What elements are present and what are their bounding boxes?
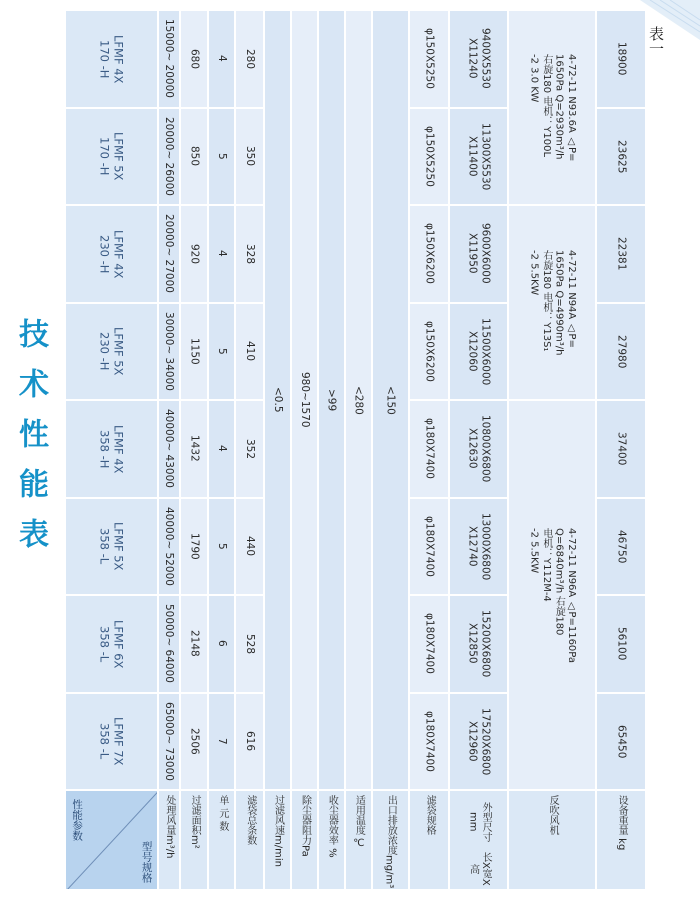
value-cell bbox=[235, 693, 264, 791]
value-text: 7 bbox=[216, 737, 229, 745]
merged-cell bbox=[264, 10, 291, 790]
value-cell bbox=[208, 498, 235, 596]
value-cell bbox=[180, 205, 209, 303]
model-name: LFMF 5X bbox=[111, 327, 126, 376]
dim-line-1: 15200X6800 bbox=[479, 610, 492, 678]
dim-line-2: X12960 bbox=[466, 720, 479, 762]
value-cell bbox=[180, 10, 209, 108]
dim-line-2: X11400 bbox=[466, 135, 479, 177]
row-label bbox=[508, 790, 596, 890]
value-cell bbox=[180, 400, 209, 498]
value-text: 37400 bbox=[615, 432, 628, 466]
row-label bbox=[158, 790, 180, 890]
row-label-text: 过滤风速m/min bbox=[272, 795, 284, 867]
dim-line-2: X12060 bbox=[466, 330, 479, 372]
model-variant: 358 -L bbox=[97, 723, 112, 760]
value-cell bbox=[235, 108, 264, 206]
fan-spec: 4-72-11 N93.6A △P= 1650Pa Q=2930m³/h 右旋180 电机：Y100L -2 3.0 KW bbox=[528, 53, 577, 162]
model-name: LFMF 4X bbox=[111, 34, 126, 83]
value-text: 920 bbox=[188, 243, 201, 264]
value-text: φ150X5250 bbox=[423, 125, 436, 187]
table-tag: 表一 bbox=[647, 26, 665, 56]
value-text bbox=[465, 415, 491, 482]
value-cell bbox=[208, 10, 235, 108]
value-text: 1150 bbox=[188, 337, 201, 365]
row-label-text: 处理风量m³/h bbox=[163, 795, 175, 859]
value-cell bbox=[409, 205, 449, 303]
page-title: 技术性能表 bbox=[13, 318, 48, 568]
model-name: LFMF 5X bbox=[111, 132, 126, 181]
value-cell bbox=[235, 400, 264, 498]
value-cell bbox=[235, 498, 264, 596]
row-label-text: 出口排放浓度 bbox=[385, 795, 397, 855]
model-header bbox=[65, 693, 158, 791]
model-variant: 358 -L bbox=[97, 625, 112, 662]
value-text: 40000~ 43000 bbox=[163, 409, 176, 489]
fan-spec: 4-72-11 N94A △P= 1650Pa Q=4990m³/h 右旋180 电机：Y13S₁ -2 5.5KW bbox=[528, 249, 577, 356]
dim-line-2: X11950 bbox=[466, 233, 479, 275]
value-cell bbox=[449, 595, 508, 693]
value-text: 410 bbox=[244, 341, 257, 362]
fan-cell bbox=[508, 400, 596, 790]
value-text: 15000~ 20000 bbox=[163, 19, 176, 99]
value-text: 22381 bbox=[615, 237, 628, 271]
value-cell bbox=[409, 10, 449, 108]
model-name: LFMF 4X bbox=[111, 424, 126, 473]
value-text: 65000~ 73000 bbox=[163, 701, 176, 781]
corner-top-label: 型号规格 bbox=[140, 841, 153, 883]
dim-line-2: X11240 bbox=[466, 38, 479, 80]
value-text: 18900 bbox=[615, 42, 628, 76]
fan-cell bbox=[508, 10, 596, 205]
value-cell bbox=[409, 303, 449, 401]
value-text: 6 bbox=[216, 640, 229, 648]
value-cell bbox=[449, 205, 508, 303]
value-cell bbox=[158, 595, 180, 693]
dim-line-1: 13000X6800 bbox=[479, 512, 492, 580]
row-label bbox=[264, 790, 291, 890]
row-label-text: 适用温度 ℃ bbox=[353, 795, 365, 850]
value-cell bbox=[180, 595, 209, 693]
value-text: 46750 bbox=[615, 529, 628, 563]
value-cell bbox=[449, 498, 508, 596]
value-cell bbox=[409, 693, 449, 791]
model-variant: 230 -H bbox=[97, 332, 112, 371]
value-cell bbox=[596, 595, 647, 693]
row-label-text: 除尘器阻力Pa bbox=[299, 795, 311, 857]
value-cell bbox=[158, 10, 180, 108]
value-text: 2506 bbox=[188, 727, 201, 755]
value-cell bbox=[409, 400, 449, 498]
value-text bbox=[465, 123, 491, 190]
value-cell bbox=[158, 303, 180, 401]
value-cell bbox=[235, 303, 264, 401]
model-header bbox=[65, 400, 158, 498]
value-cell bbox=[208, 108, 235, 206]
value-cell bbox=[449, 400, 508, 498]
value-text: 5 bbox=[216, 347, 229, 355]
row-label-text: 反吹风机 bbox=[547, 795, 559, 835]
dim-line-2: X12740 bbox=[466, 525, 479, 567]
value-cell bbox=[158, 693, 180, 791]
merged-cell bbox=[291, 10, 318, 790]
row-label-text: 单 元 数 bbox=[216, 795, 228, 832]
model-name: LFMF 6X bbox=[111, 619, 126, 668]
value-text: 50000~ 64000 bbox=[163, 604, 176, 684]
row-label bbox=[208, 790, 235, 890]
spec-table-wrapper bbox=[65, 10, 690, 890]
value-text bbox=[465, 610, 491, 677]
dim-line-1: 17520X6800 bbox=[479, 707, 492, 775]
value-text: 4 bbox=[216, 445, 229, 453]
model-header bbox=[65, 205, 158, 303]
value-text: 56100 bbox=[615, 627, 628, 661]
value-text: φ180X7400 bbox=[423, 613, 436, 675]
value-cell bbox=[180, 303, 209, 401]
model-header bbox=[65, 108, 158, 206]
value-text: 40000~ 52000 bbox=[163, 506, 176, 586]
row-label bbox=[345, 790, 372, 890]
row-label bbox=[372, 790, 409, 890]
value-text: φ180X7400 bbox=[423, 515, 436, 577]
value-text: 65450 bbox=[615, 724, 628, 758]
value-text: 4 bbox=[216, 250, 229, 258]
row-label-text: 外型尺寸mm bbox=[467, 802, 492, 843]
value-text: 328 bbox=[244, 243, 257, 264]
value-cell bbox=[596, 10, 647, 108]
row-label-text: 设备重量 kg bbox=[616, 795, 628, 851]
row-label bbox=[409, 790, 449, 890]
value-cell bbox=[208, 400, 235, 498]
value-text: 616 bbox=[244, 731, 257, 752]
value-text: 1432 bbox=[188, 435, 201, 463]
table-corner-header bbox=[65, 790, 158, 890]
value-text: 2148 bbox=[188, 630, 201, 658]
value-cell bbox=[596, 400, 647, 498]
row-label-text: 过滤面积m² bbox=[189, 795, 201, 849]
value-cell bbox=[596, 498, 647, 596]
value-text bbox=[465, 708, 491, 775]
merged-cell bbox=[372, 10, 409, 790]
value-text: φ180X7400 bbox=[423, 418, 436, 480]
value-text bbox=[465, 28, 491, 89]
value-cell bbox=[449, 693, 508, 791]
row-label bbox=[235, 790, 264, 890]
model-variant: 358 -L bbox=[97, 528, 112, 565]
value-text: 280 bbox=[244, 48, 257, 69]
model-header bbox=[65, 595, 158, 693]
row-unit: mg/m³ bbox=[383, 855, 395, 889]
merged-value: <280 bbox=[352, 385, 365, 415]
value-text: 30000~ 34000 bbox=[163, 311, 176, 391]
value-cell bbox=[596, 205, 647, 303]
value-cell bbox=[180, 498, 209, 596]
value-text: φ150X6200 bbox=[423, 320, 436, 382]
value-cell bbox=[158, 400, 180, 498]
value-text: 20000~ 26000 bbox=[163, 116, 176, 196]
value-cell bbox=[235, 595, 264, 693]
dim-line-1: 11500X6000 bbox=[479, 317, 492, 385]
value-cell bbox=[208, 693, 235, 791]
value-cell bbox=[235, 10, 264, 108]
value-cell bbox=[449, 108, 508, 206]
dim-line-1: 11300X5530 bbox=[479, 122, 492, 190]
row-label bbox=[449, 790, 508, 890]
merged-cell bbox=[345, 10, 372, 790]
row-label bbox=[180, 790, 209, 890]
model-header bbox=[65, 498, 158, 596]
value-text: 23625 bbox=[615, 139, 628, 173]
model-name: LFMF 7X bbox=[111, 717, 126, 766]
value-cell bbox=[208, 595, 235, 693]
dim-line-2: X12850 bbox=[466, 623, 479, 665]
model-variant: 358 -H bbox=[97, 429, 112, 468]
value-text bbox=[465, 223, 491, 284]
value-cell bbox=[449, 303, 508, 401]
row-label-text: 收尘器效率 % bbox=[326, 795, 338, 858]
value-cell bbox=[596, 303, 647, 401]
value-cell bbox=[180, 693, 209, 791]
row-label bbox=[291, 790, 318, 890]
fan-cell bbox=[508, 205, 596, 400]
merged-value: 980~1570 bbox=[298, 372, 311, 428]
model-name: LFMF 5X bbox=[111, 522, 126, 571]
dim-line-1: 10800X6800 bbox=[479, 415, 492, 483]
value-text: φ150X5250 bbox=[423, 28, 436, 90]
value-text: 528 bbox=[244, 633, 257, 654]
model-variant: 170 -H bbox=[97, 137, 112, 176]
model-header bbox=[65, 10, 158, 108]
value-cell bbox=[235, 205, 264, 303]
value-cell bbox=[449, 10, 508, 108]
corner-diagonal bbox=[66, 791, 157, 889]
model-header bbox=[65, 303, 158, 401]
row-label-text: 滤袋总条数 bbox=[244, 795, 256, 845]
value-text: 850 bbox=[188, 146, 201, 167]
dim-line-1: 9600X6000 bbox=[479, 223, 492, 285]
value-cell bbox=[180, 108, 209, 206]
value-text bbox=[465, 513, 491, 580]
value-cell bbox=[158, 108, 180, 206]
row-label-text: 滤袋规格 bbox=[424, 795, 436, 835]
value-cell bbox=[208, 303, 235, 401]
row-label-text-2: 长X宽X高 bbox=[467, 852, 492, 886]
value-text: 1790 bbox=[188, 532, 201, 560]
merged-value: <0.5 bbox=[271, 387, 284, 413]
value-text: φ150X6200 bbox=[423, 223, 436, 285]
value-cell bbox=[208, 205, 235, 303]
model-variant: 170 -H bbox=[97, 39, 112, 78]
value-text bbox=[465, 318, 491, 385]
row-label bbox=[596, 790, 647, 890]
value-cell bbox=[409, 498, 449, 596]
value-text: 680 bbox=[188, 48, 201, 69]
merged-cell bbox=[318, 10, 345, 790]
value-text: φ180X7400 bbox=[423, 710, 436, 772]
value-text: 20000~ 27000 bbox=[163, 214, 176, 294]
value-text: 5 bbox=[216, 152, 229, 160]
value-cell bbox=[409, 595, 449, 693]
dim-line-1: 9400X5530 bbox=[479, 28, 492, 90]
fan-spec: 4-72-11 N96A △P=1160Pa Q=6840m³/h 右旋180 电机：Y112M-4 -2 5.5KW bbox=[528, 527, 577, 663]
dim-line-2: X12630 bbox=[466, 428, 479, 470]
value-cell bbox=[158, 498, 180, 596]
merged-value: >99 bbox=[325, 388, 338, 412]
value-cell bbox=[409, 108, 449, 206]
value-text: 5 bbox=[216, 542, 229, 550]
value-text: 27980 bbox=[615, 334, 628, 368]
model-name: LFMF 4X bbox=[111, 229, 126, 278]
model-variant: 230 -H bbox=[97, 234, 112, 273]
merged-value: <150 bbox=[384, 385, 397, 415]
value-text: 4 bbox=[216, 55, 229, 63]
value-text: 350 bbox=[244, 146, 257, 167]
value-text: 440 bbox=[244, 536, 257, 557]
value-cell bbox=[596, 108, 647, 206]
value-text: 352 bbox=[244, 438, 257, 459]
value-cell bbox=[596, 693, 647, 791]
row-label bbox=[318, 790, 345, 890]
corner-bottom-label: 性能参数 bbox=[71, 799, 84, 841]
value-cell bbox=[158, 205, 180, 303]
